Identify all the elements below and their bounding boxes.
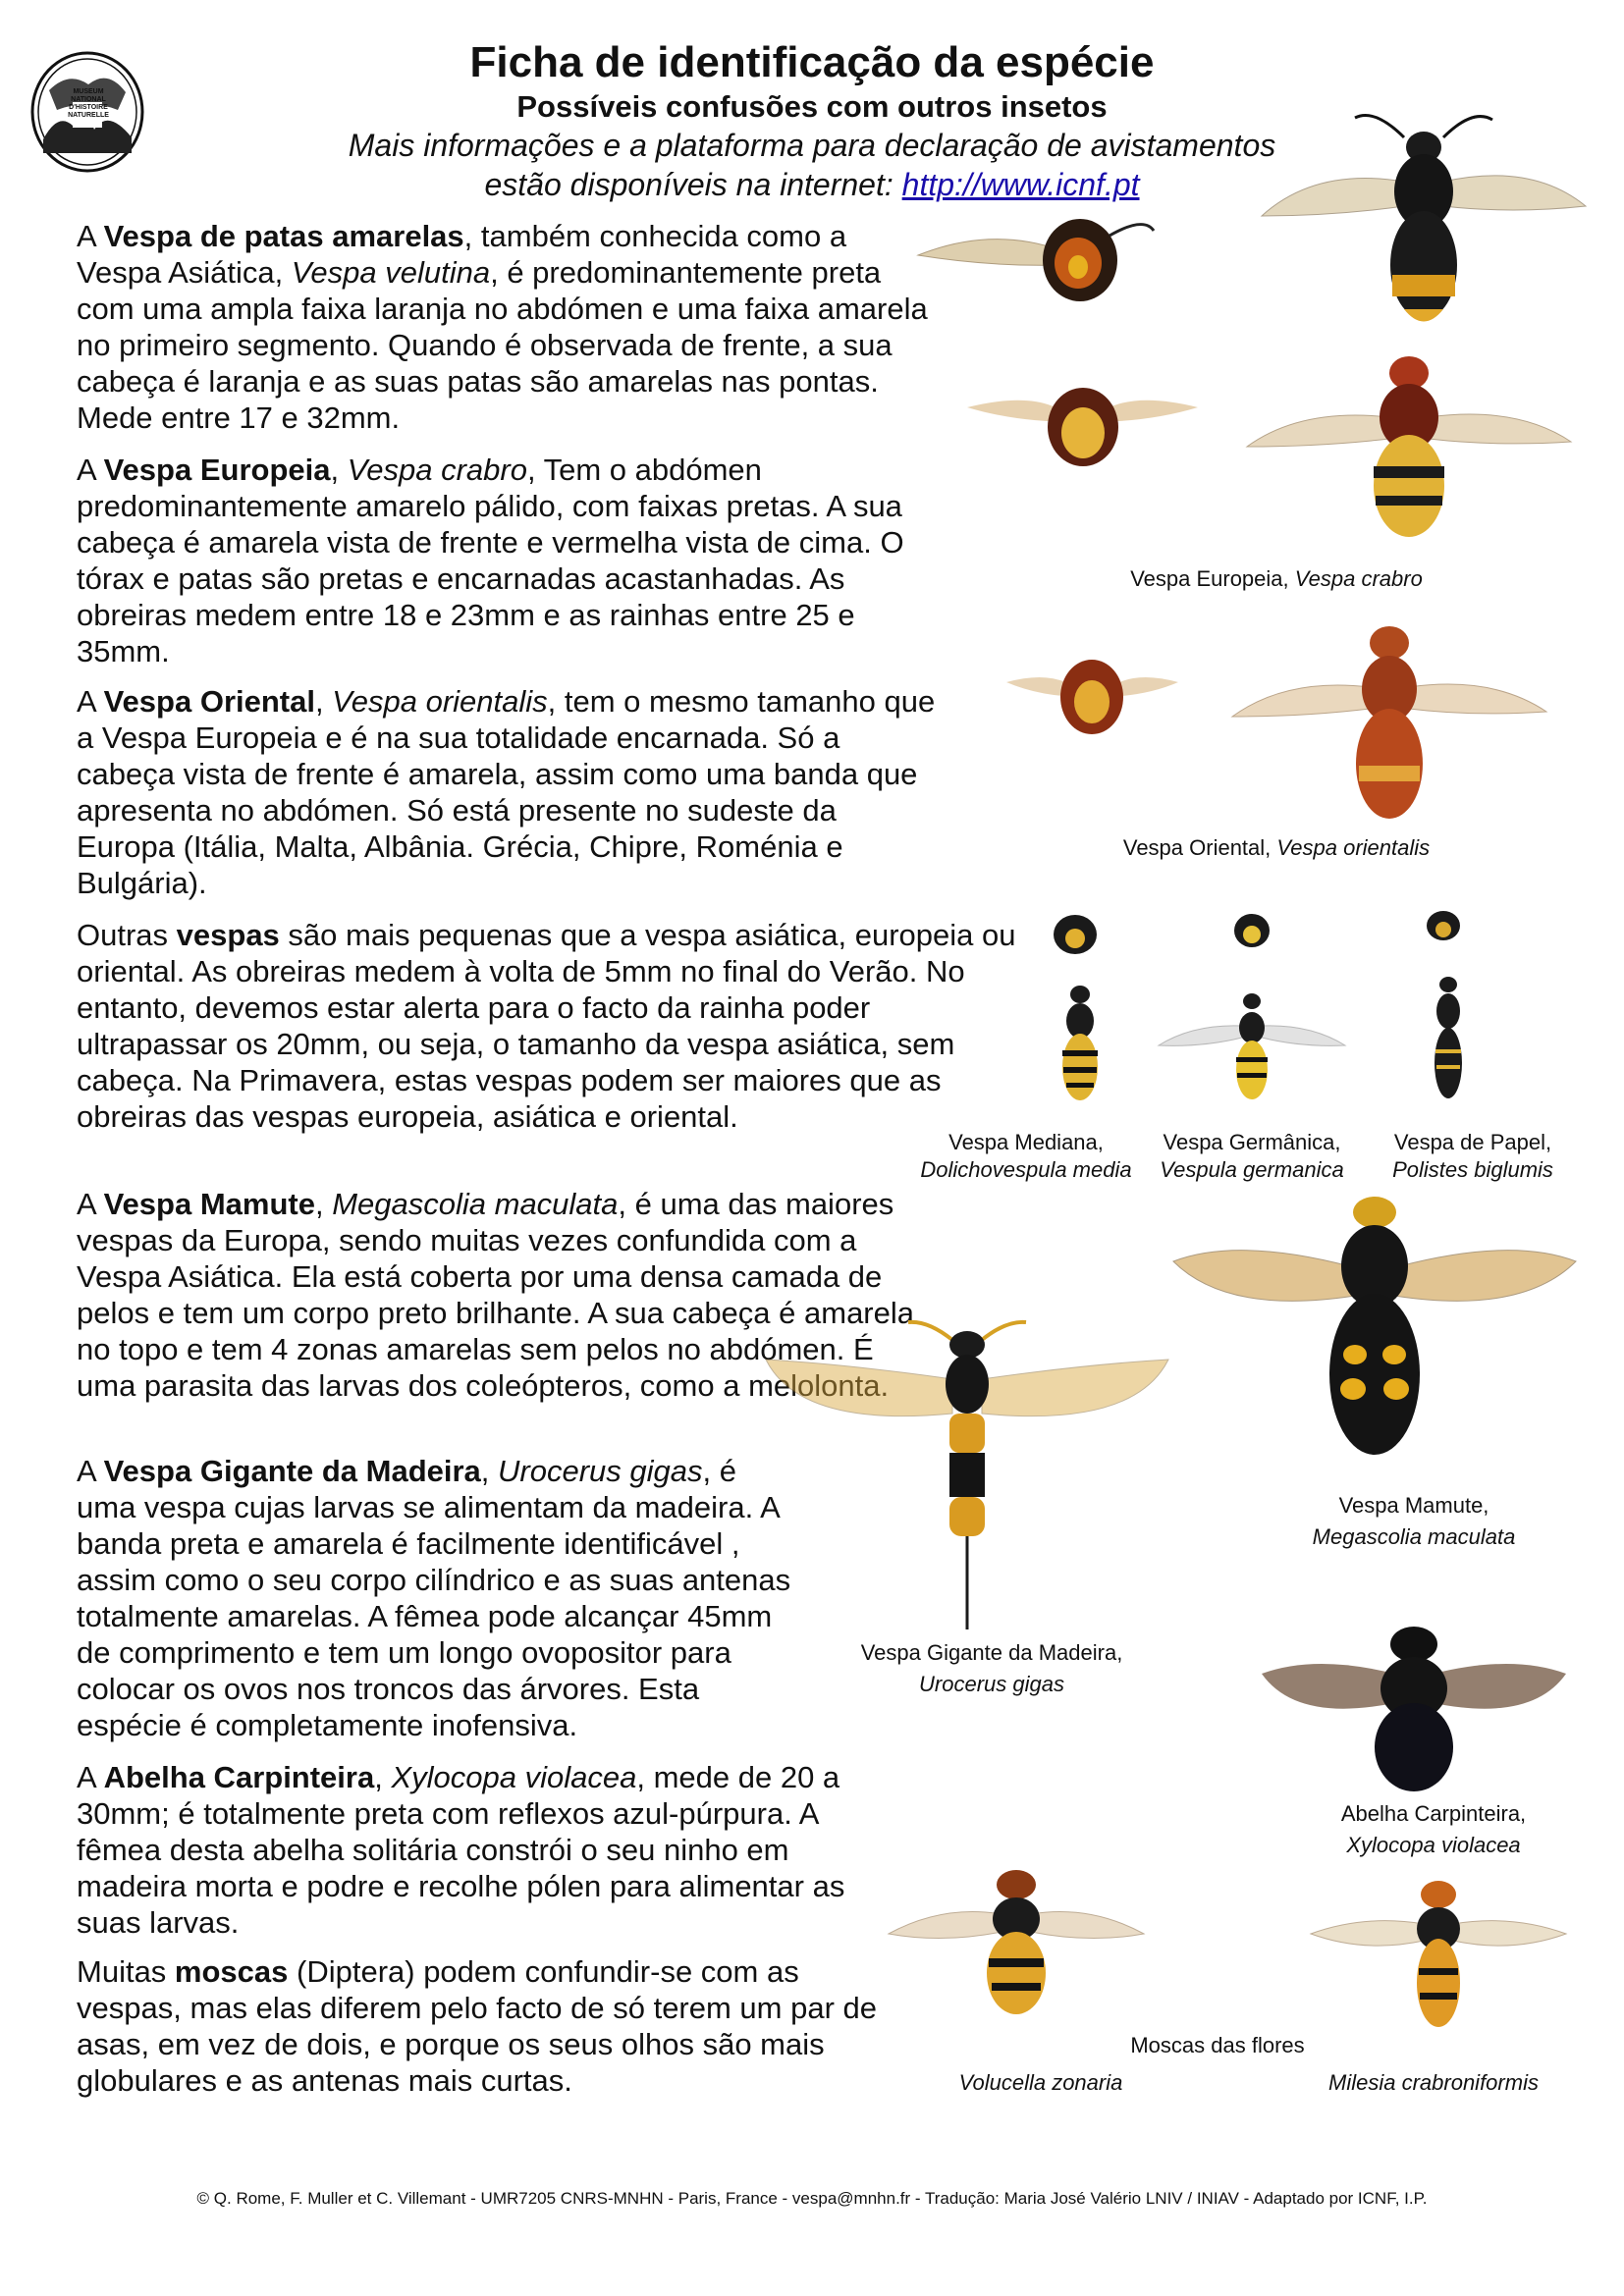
caption-gigante	[844, 1639, 1139, 1698]
paragraph-outras	[77, 917, 1019, 1135]
logo-text: MUSEUM NATIONAL D'HISTOIRE NATURELLE	[68, 88, 109, 119]
germanica-body-photo	[1154, 987, 1350, 1104]
caption-common-name: Vespa de Papel,	[1393, 1130, 1552, 1154]
caption-milesia	[1286, 2069, 1581, 2097]
caption-common-name: Abelha Carpinteira,	[1340, 1801, 1527, 1826]
paragraph-velutina	[77, 218, 931, 436]
text: (Diptera) podem confundir-se com as vespas, mas elas diferem pelo facto de só terem um par de asas, em vez de dois, e porque os seus olhos são mais globulares e as antenas mais curtas.	[77, 1954, 878, 2098]
text: A	[77, 684, 104, 719]
caption-papel	[1365, 1129, 1581, 1184]
text: , é uma das maiores vespas da Europa, sendo muitas vezes confundida com a Vespa Asiática. Ela está coberta por uma densa camada de pelos e tem um corpo preto brilhante. A sua cabeça é amarela no topo e tem 4 zonas amarelas sem pelos no abdómen. É uma parasita das larvas dos coleópteros, como a melolonta.	[77, 1187, 914, 1403]
abelha-photo	[1257, 1615, 1571, 1796]
caption-scientific-name: Dolichovespula media	[920, 1157, 1132, 1182]
text: , Tem o abdómen predominantemente amarelo pálido, com faixas pretas. A sua cabeça é amarela vista de frente e vermelha vista de cima. O tórax e patas são pretas e encarnadas acastanhadas. As obreiras medem entre 18 e 23mm e as rainhas entre 25 e 35mm.	[77, 453, 904, 668]
species-name: vespas	[176, 918, 280, 952]
scientific-name: Xylocopa violacea	[391, 1760, 637, 1794]
species-name: Vespa Mamute	[103, 1187, 315, 1221]
caption-moscas-common: Moscas das flores	[1130, 2033, 1305, 2057]
species-name: Abelha Carpinteira	[103, 1760, 375, 1794]
scientific-name: Megascolia maculata	[332, 1187, 619, 1221]
page-subtitle: Possíveis confusões com outros insetos	[516, 89, 1108, 124]
text: Muitas	[77, 1954, 175, 1989]
info-line-2	[295, 165, 1329, 204]
text: , tem o mesmo tamanho que a Vespa Europeia e é na sua totalidade encarnada. Só a cabeça vista de frente é amarela, assim como uma banda que apresenta no abdómen. Só está presente no sudeste da Europa (Itália, Malta, Albânia. Grécia, Chipre, Roménia e Bulgária).	[77, 684, 936, 900]
icnf-link[interactable]: http://www.icnf.pt	[901, 167, 1140, 202]
caption-common-name: Vespa Mediana,	[948, 1130, 1104, 1154]
paragraph-abelha	[77, 1759, 882, 1941]
text: A	[77, 219, 104, 253]
caption-common-name: Vespa Germânica,	[1163, 1130, 1341, 1154]
text: A	[77, 1187, 104, 1221]
mamute-photo	[1168, 1188, 1581, 1482]
caption-scientific-name: Milesia crabroniformis	[1328, 2070, 1539, 2095]
text: , mede de 20 a 30mm; é totalmente preta com reflexos azul-púrpura. A fêmea desta abelha solitária constrói o seu ninho em madeira morta e podre e recolhe pólen para alimentar as suas larvas.	[77, 1760, 845, 1940]
info-line-2-prefix: estão disponíveis na internet:	[484, 167, 902, 202]
text: são mais pequenas que a vespa asiática, europeia ou oriental. As obreiras medem à volta de 5mm no final do Verão. No entanto, devemos estar alerta para o facto da rainha poder ultrapassar os 20mm, ou seja, o tamanho da vespa asiática, sem cabeça. Na Primavera, estas vespas podem ser maiores que as obreiras das vespas europeia, asiática e oriental.	[77, 918, 1016, 1134]
scientific-name: Vespa velutina	[291, 255, 491, 290]
info-line-1: Mais informações e a plataforma para declaração de avistamentos	[348, 128, 1276, 163]
species-name: moscas	[174, 1954, 289, 1989]
caption-abelha	[1286, 1800, 1581, 1859]
page-title: Ficha de identificação da espécie	[469, 38, 1155, 86]
species-name: Vespa de patas amarelas	[103, 219, 464, 253]
text: A	[77, 1454, 104, 1488]
caption-common-name: Vespa Europeia,	[1130, 566, 1295, 591]
caption-scientific-name: Polistes biglumis	[1392, 1157, 1553, 1182]
caption-scientific-name: Vespa crabro	[1294, 566, 1423, 591]
text: ,	[480, 1454, 499, 1488]
velutina-top-photo	[1257, 108, 1591, 334]
text: ,	[330, 453, 348, 487]
scientific-name: Urocerus gigas	[498, 1454, 703, 1488]
crabro-top-photo	[1242, 348, 1576, 545]
text: A	[77, 1760, 104, 1794]
crabro-front-photo	[957, 368, 1208, 486]
media-head-photo	[1036, 903, 1114, 962]
species-name: Vespa Gigante da Madeira	[103, 1454, 481, 1488]
footer-credits: © Q. Rome, F. Muller et C. Villemant - UMR7205 CNRS-MNHN - Paris, France - vespa@mnhn.fr - Tradução: Maria José Valério LNIV / INIAV - Adaptado por ICNF, I.P.	[196, 2189, 1428, 2208]
caption-volucella	[903, 2069, 1178, 2097]
text: ,	[374, 1760, 392, 1794]
caption-scientific-name: Volucella zonaria	[958, 2070, 1123, 2095]
text: Outras	[77, 918, 177, 952]
paragraph-moscas	[77, 1953, 911, 2099]
caption-orientalis	[1110, 834, 1443, 862]
caption-media	[913, 1129, 1139, 1184]
caption-scientific-name: Vespa orientalis	[1276, 835, 1431, 860]
caption-scientific-name: Megascolia maculata	[1312, 1524, 1516, 1549]
text: , é predominantemente preta com uma ampla faixa laranja no abdómen e uma faixa amarela no primeiro segmento. Quando é observada de frente, a sua cabeça é laranja e as suas patas são amarelas nas pontas. Mede entre 17 e 32mm.	[77, 255, 928, 435]
text: , também conhecida como a Vespa Asiática,	[77, 219, 847, 290]
caption-germanica	[1139, 1129, 1365, 1184]
paragraph-orientalis	[77, 683, 941, 901]
milesia-photo	[1306, 1870, 1571, 2037]
caption-common-name: Vespa Gigante da Madeira,	[860, 1640, 1123, 1665]
scientific-name: Vespa crabro	[347, 453, 527, 487]
orientalis-front-photo	[1001, 643, 1183, 741]
media-body-photo	[1041, 977, 1119, 1104]
orientalis-top-photo	[1227, 618, 1551, 825]
text: A	[77, 453, 104, 487]
polistes-head-photo	[1409, 901, 1478, 950]
species-name: Vespa Oriental	[103, 684, 315, 719]
page-header	[295, 37, 1329, 204]
caption-crabro	[1110, 565, 1443, 593]
caption-scientific-name: Vespula germanica	[1160, 1157, 1344, 1182]
germanica-head-photo	[1218, 903, 1286, 957]
polistes-body-photo	[1414, 967, 1483, 1104]
caption-scientific-name: Urocerus gigas	[919, 1672, 1064, 1696]
scientific-name: Vespa orientalis	[332, 684, 548, 719]
species-name: Vespa Europeia	[103, 453, 331, 487]
caption-common-name: Vespa Oriental,	[1122, 835, 1277, 860]
velutina-front-photo	[913, 206, 1159, 314]
caption-scientific-name: Xylocopa violacea	[1346, 1833, 1521, 1857]
caption-mamute	[1267, 1492, 1561, 1551]
text: ,	[314, 684, 333, 719]
paragraph-gigante	[77, 1453, 793, 1743]
text: , é uma vespa cujas larvas se alimentam da madeira. A banda preta e amarela é facilmente identificável , assim como o seu corpo cilíndrico e as suas antenas totalmente amarelas. A fêmea pode alcançar 45mm de comprimento e tem um longo ovopositor para colocar os ovos nos troncos das árvores. Esta espécie é completamente inofensiva.	[77, 1454, 791, 1742]
paragraph-crabro	[77, 452, 911, 669]
caption-common-name: Vespa Mamute,	[1338, 1493, 1489, 1518]
volucella-photo	[884, 1855, 1149, 2032]
text: ,	[314, 1187, 333, 1221]
gigante-photo	[761, 1320, 1173, 1634]
